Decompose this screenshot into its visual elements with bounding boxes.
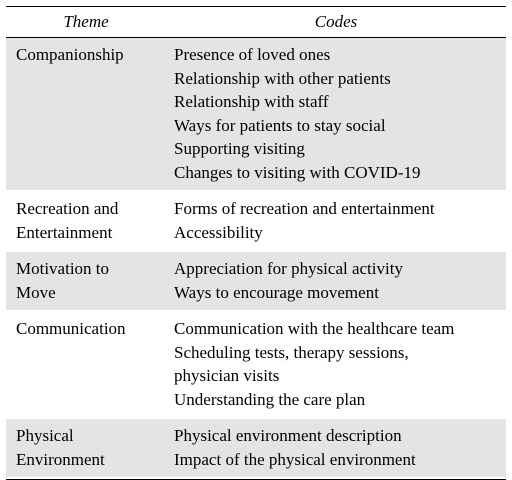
theme-text: Communication xyxy=(16,319,126,338)
table-row xyxy=(6,252,506,312)
table-header xyxy=(6,7,506,37)
theme-text: Environment xyxy=(16,449,105,469)
code-item: Physical environment description xyxy=(174,426,402,445)
code-item: physician visits xyxy=(174,366,280,385)
code-item: Relationship with staff xyxy=(174,92,329,111)
table-row xyxy=(6,192,506,252)
header-codes: Codes xyxy=(314,12,358,31)
codes-cell xyxy=(164,257,506,304)
table-row xyxy=(6,38,506,192)
theme-cell xyxy=(6,424,164,471)
theme-cell xyxy=(6,197,164,244)
codes-cell xyxy=(164,317,506,411)
code-item: Forms of recreation and entertainment xyxy=(174,199,435,218)
theme-cell xyxy=(6,43,164,184)
code-item: Supporting visiting xyxy=(174,139,305,158)
header-theme: Theme xyxy=(63,12,109,31)
codes-cell xyxy=(164,197,506,244)
code-item: Impact of the physical environment xyxy=(174,449,416,469)
theme-cell xyxy=(6,257,164,304)
theme-text: Recreation and xyxy=(16,199,119,218)
code-item: Relationship with other patients xyxy=(174,68,391,88)
theme-text: Entertainment xyxy=(16,222,113,242)
themes-codes-table xyxy=(6,6,506,480)
code-item: Accessibility xyxy=(174,222,263,242)
code-item: Changes to visiting with COVID-19 xyxy=(174,162,421,182)
theme-cell xyxy=(6,317,164,411)
table-row xyxy=(6,419,506,479)
code-item: Appreciation for physical activity xyxy=(174,259,403,278)
table-row xyxy=(6,312,506,419)
code-item: Communication with the healthcare team xyxy=(174,319,455,338)
table-body xyxy=(6,38,506,479)
code-item: Ways for patients to stay social xyxy=(174,115,386,135)
code-item: Ways to encourage movement xyxy=(174,282,379,302)
codes-cell xyxy=(164,43,506,184)
code-item: Understanding the care plan xyxy=(174,389,366,409)
code-item: Scheduling tests, therapy sessions, xyxy=(174,342,409,362)
codes-cell xyxy=(164,424,506,471)
theme-text: Physical xyxy=(16,426,74,445)
theme-text: Companionship xyxy=(16,45,124,64)
theme-text: Motivation to xyxy=(16,259,110,278)
theme-text: Move xyxy=(16,282,56,302)
code-item: Presence of loved ones xyxy=(174,45,331,64)
